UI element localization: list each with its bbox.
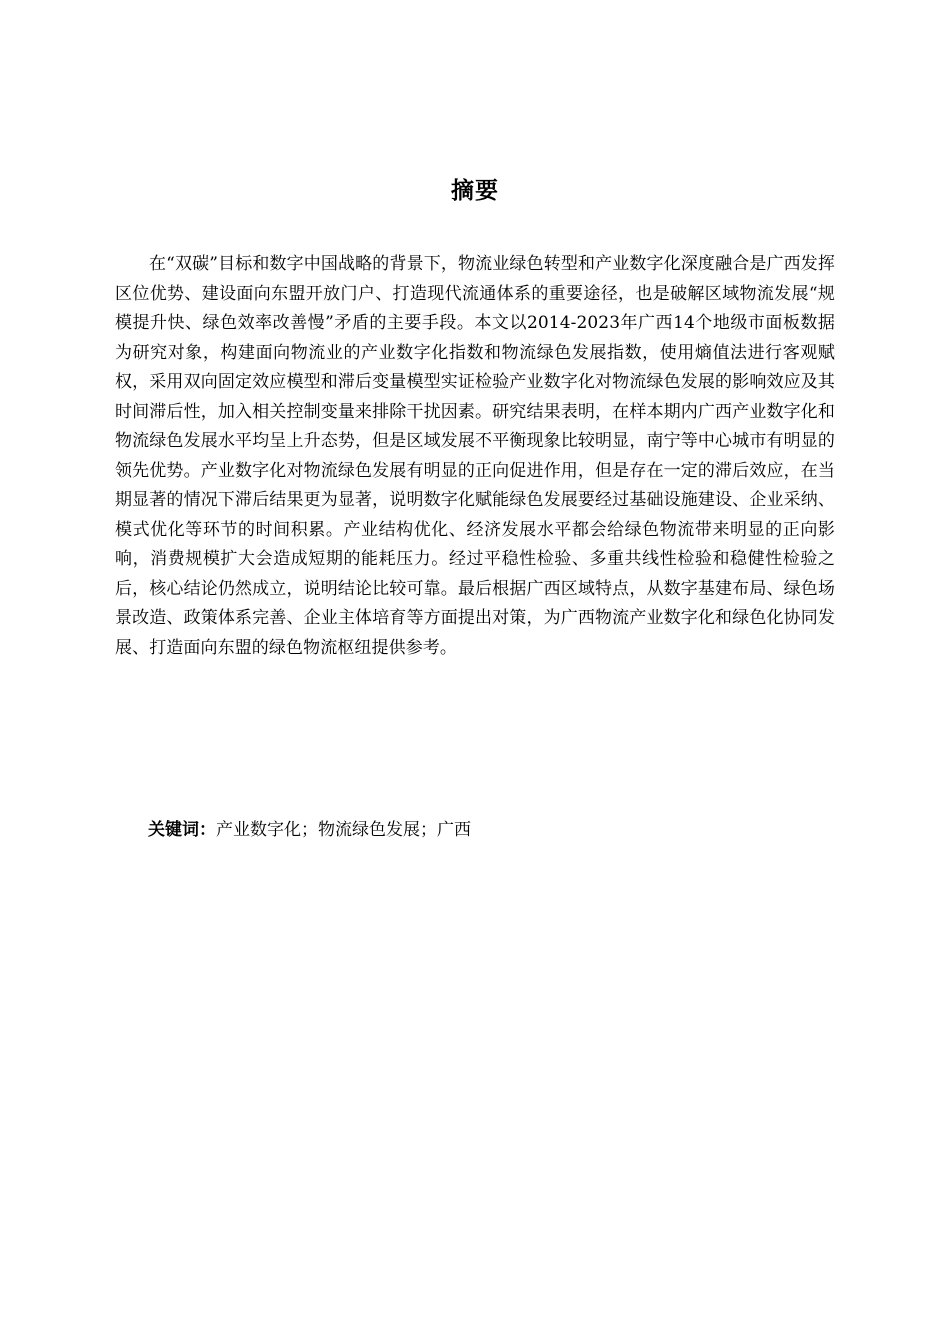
keywords-line xyxy=(148,816,471,845)
keywords-value: 产业数字化；物流绿色发展；广西 xyxy=(216,820,471,840)
abstract-paragraph: 在“双碳”目标和数字中国战略的背景下，物流业绿色转型和产业数字化深度融合是广西发挥区位优势、建设面向东盟开放门户、打造现代流通体系的重要途径，也是破解区域物流发展“规模提升快、绿色效率改善慢”矛盾的主要手段。本文以2014-2023年广西14个地级市面板数据为研究对象，构建面向物流业的产业数字化指数和物流绿色发展指数，使用熵值法进行客观赋权，采用双向固定效应模型和滞后变量模型实证检验产业数字化对物流绿色发展的影响效应及其时间滞后性，加入相关控制变量来排除干扰因素。研究结果表明，在样本期内广西产业数字化和物流绿色发展水平均呈上升态势，但是区域发展不平衡现象比较明显，南宁等中心城市有明显的领先优势。产业数字化对物流绿色发展有明显的正向促进作用，但是存在一定的滞后效应，在当期显著的情况下滞后结果更为显著，说明数字化赋能绿色发展要经过基础设施建设、企业采纳、模式优化等环节的时间积累。产业结构优化、经济发展水平都会给绿色物流带来明显的正向影响，消费规模扩大会造成短期的能耗压力。经过平稳性检验、多重共线性检验和稳健性检验之后，核心结论仍然成立，说明结论比较可靠。最后根据广西区域特点，从数字基建布局、绿色场景改造、政策体系完善、企业主体培育等方面提出对策，为广西物流产业数字化和绿色化协同发展、打造面向东盟的绿色物流枢纽提供参考。 xyxy=(115,254,835,658)
page-title: 摘要 xyxy=(451,178,499,205)
keywords-label: 关键词： xyxy=(148,820,216,840)
